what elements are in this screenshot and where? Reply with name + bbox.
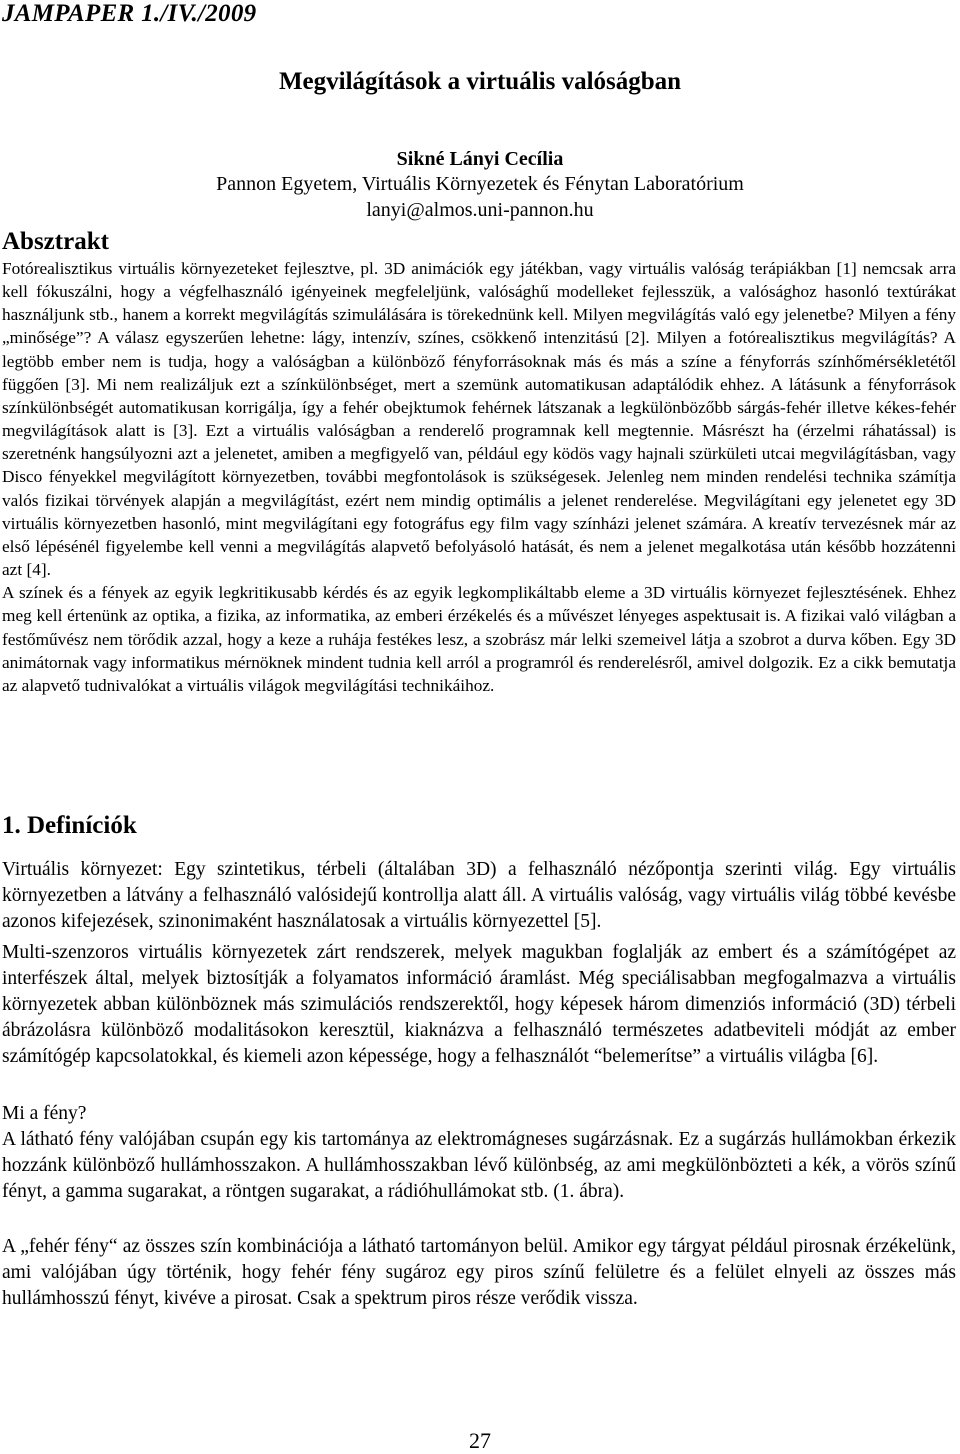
subheading-question: Mi a fény?	[2, 1103, 87, 1124]
abstract-paragraph-1: Fotórealisztikus virtuális környezeteket fejlesztve, pl. 3D animációk egy játékban, vagy virtuális valóság terápiákban [1] nemcsak arra kell fókuszálni, hogy a végfelhasználó igényeinek megfeleljünk, valósághű modelleket fejlesszük, a valósághoz hasonló textúrákat használjunk stb., hanem a korrekt megvilágítás szimulálására is törekednünk kell. Milyen megvilágítás való egy jelenetbe? Milyen a fény „minősége”? A válasz egyszerűen lehetne: lágy, intenzív, színes, csökkenő intenzitású [2]. Milyen a fotórealisztikus megvilágítás? A legtöbb ember nem is tudja, hogy a valóságban a különböző fényforrásoknak más és más a színe a fényforrás színhőmérsékletétől függően [3]. Mi nem realizáljuk ezt a színkülönbséget, mert a szemünk automatikusan adaptálódik ehhez. A látásunk a fényforrások színkülönbségét automatikusan korrigálja, így a fehér obejktumok fehérnek látszanak a legkülönbözőbb sárgás-fehér illetve kékes-fehér megvilágítások alatt is [3]. Ezt a virtuális valóságban a renderelő programnak kell megtennie. Másrészt ha (érzelmi ráhatással) is szeretnénk hangsúlyozni azt a jelenetet, amiben a megfigyelő van, például egy ködös vagy hajnali szürkületi utcai megvilágításban, vagy Disco fényekkel megvilágított környezetben, további megfontolások is szükségesek. Jelenleg nem minden rendelési technika számítja valós fizikai törvények alapján a megvilágítást, ezért nem mindig optimális a jelenet renderelése. Megvilágítani egy jelenetet egy 3D virtuális környezetben hasonló, mint megvilágítani egy fotográfus egy film vagy színházi jelenet számára. A kreatív tervezésnek már az első lépésénél figyelembe kell venni a megvilágítás alapvető befolyásoló hatását, és nem a jelenet megalkotása után később hozzátenni azt [4].	[2, 259, 956, 580]
author-email: lanyi@almos.uni-pannon.hu	[366, 199, 594, 221]
abstract-heading: Absztrakt	[2, 228, 109, 255]
abstract-text	[2, 257, 956, 697]
journal-header: JAMPAPER 1./IV./2009	[2, 0, 257, 27]
paper-title: Megvilágítások a virtuális valóságban	[278, 68, 682, 95]
author-affiliation: Pannon Egyetem, Virtuális Környezetek és Fénytan Laboratórium	[216, 173, 744, 195]
light-paragraph-1: A látható fény valójában csupán egy kis tartománya az elektromágneses sugárzásnak. Ez a sugárzás hullámokban érkezik hozzánk különböző hullámhosszakon. A hullámhosszakban lévő különbség, az ami megkülönbözteti a kék, a vörös színű fényt, a gamma sugarakat, a röntgen sugarakat, a rádióhullámokat stb. (1. ábra).	[2, 1129, 956, 1203]
page-number: 27	[469, 1428, 491, 1453]
definition-paragraph-1: Virtuális környezet: Egy szintetikus, térbeli (általában 3D) a felhasználó nézőpontja szerinti világ. Egy virtuális környezetben a látvány a felhasználó valósidejű kontrollja alatt áll. A virtuális valóság, vagy virtuális világ többé kevésbe azonos kifejezések, szinonimaként használatosak a virtuális környezettel [5].	[2, 859, 956, 933]
author-name: Sikné Lányi Cecília	[396, 148, 564, 170]
section-heading: 1. Definíciók	[2, 812, 137, 839]
light-paragraph-2: A „fehér fény“ az összes szín kombinációja a látható tartományon belül. Amikor egy tárgyat például pirosnak érzékelünk, ami valójában úgy történik, hogy fehér fény sugároz egy piros színű felületre és a felület elnyeli az összes más hullámhosszú fényt, kivéve a pirosat. Csak a spektrum piros része verődik vissza.	[2, 1236, 956, 1310]
definition-paragraph-2: Multi-szenzoros virtuális környezetek zárt rendszerek, melyek magukban foglalják az embert és a számítógépet az interfészek által, melyek biztosítják a folyamatos információ áramlást. Még speciálisabban megfogalmazva a virtuális környezetek abban különböznek más szimulációs rendszerektől, hogy képesek három dimenziós információ (3D) térbeli ábrázolásra különböző modalitásokon keresztül, kiaknázva a felhasználó természetes adatbeviteli módját az ember számítógép kapcsolatokkal, és kiemeli azon képessége, hogy a felhasználót “belemerítse” a virtuális világba [6].	[2, 942, 956, 1068]
abstract-paragraph-2: A színek és a fények az egyik legkritikusabb kérdés és az egyik legkomplikáltabb eleme a 3D virtuális környezet fejlesztésének. Ehhez meg kell értenünk az optika, a fizika, az informatika, az emberi érzékelés és a művészet lényeges aspektusait is. A fizikai való világban a festőművész nem törődik azzal, hogy a keze a ruhája festékes lesz, a szobrász már lelki szemeivel látja a szobrot a durva kőben. Egy 3D animátornak vagy informatikus mérnöknek mindent tudnia kell arról a programról és renderelésről, amivel dolgozik. Ez a cikk bemutatja az alapvető tudnivalókat a virtuális világok megvilágítási technikáihoz.	[2, 583, 956, 695]
